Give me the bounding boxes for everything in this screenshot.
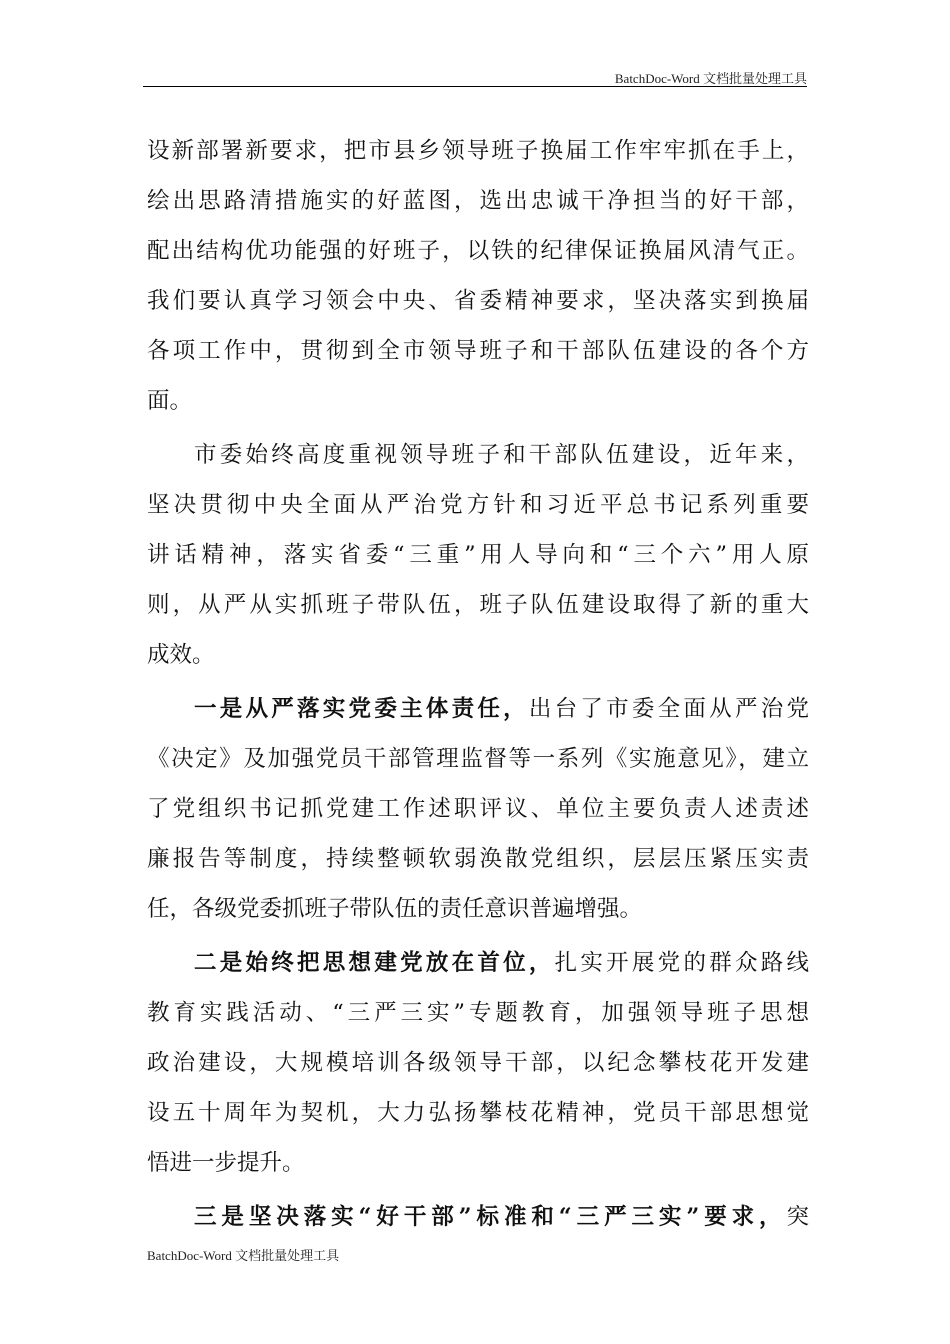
text-line: 悟进一步提升。 (147, 1150, 305, 1176)
paragraph-1 (147, 126, 809, 426)
text-line: 任，各级党委抓班子带队伍的责任意识普遍增强。 (147, 896, 643, 922)
text-line: 讲话精神，落实省委“三重”用人导向和“三个六”用人原 (147, 542, 809, 568)
text-line: 坚决贯彻中央全面从严治党方针和习近平总书记系列重要 (147, 492, 809, 518)
text-line (147, 684, 809, 734)
paragraph-2 (147, 430, 809, 680)
text-line: 市委始终高度重视领导班子和干部队伍建设，近年来， (194, 442, 809, 468)
text-span: 突 (786, 1204, 809, 1230)
text-line (147, 1192, 809, 1242)
text-line (147, 938, 809, 988)
text-line: 了党组织书记抓党建工作述职评议、单位主要负责人述责述 (147, 796, 809, 822)
text-line: 教育实践活动、“三严三实”专题教育，加强领导班子思想 (147, 1000, 809, 1026)
text-line: 廉报告等制度，持续整顿软弱涣散党组织，层层压紧压实责 (147, 846, 809, 872)
text-line: 则，从严从实抓班子带队伍，班子队伍建设取得了新的重大 (147, 592, 809, 618)
text-line: 《决定》及加强党员干部管理监督等一系列《实施意见》，建立 (147, 746, 809, 772)
document-body (147, 126, 809, 1242)
text-line: 设新部署新要求，把市县乡领导班子换届工作牢牢抓在手上， (147, 138, 809, 164)
text-line: 绘出思路清措施实的好蓝图，选出忠诚干净担当的好干部， (147, 188, 809, 214)
paragraph-lead: 一是从严落实党委主体责任， (194, 696, 529, 722)
text-line: 面。 (147, 388, 193, 414)
text-line: 成效。 (147, 642, 215, 668)
paragraph-lead: 三是坚决落实“好干部”标准和“三严三实”要求， (194, 1204, 787, 1230)
text-line: 政治建设，大规模培训各级领导干部，以纪念攀枝花开发建 (147, 1050, 809, 1076)
paragraph-4 (147, 938, 809, 1188)
text-line: 配出结构优功能强的好班子，以铁的纪律保证换届风清气正。 (147, 238, 809, 264)
text-span: 出台了市委全面从严治党 (528, 696, 809, 722)
text-line: 我们要认真学习领会中央、省委精神要求，坚决落实到换届 (147, 288, 809, 314)
paragraph-5 (147, 1192, 809, 1242)
paragraph-3 (147, 684, 809, 934)
paragraph-lead: 二是始终把思想建党放在首位， (194, 950, 555, 976)
text-span: 扎实开展党的群众路线 (554, 950, 809, 976)
page-footer: BatchDoc-Word 文档批量处理工具 (147, 1248, 340, 1263)
text-line: 各项工作中，贯彻到全市领导班子和干部队伍建设的各个方 (147, 338, 809, 364)
header-divider (143, 86, 807, 87)
page-header: BatchDoc-Word 文档批量处理工具 (614, 71, 807, 86)
text-line: 设五十周年为契机，大力弘扬攀枝花精神，党员干部思想觉 (147, 1100, 809, 1126)
